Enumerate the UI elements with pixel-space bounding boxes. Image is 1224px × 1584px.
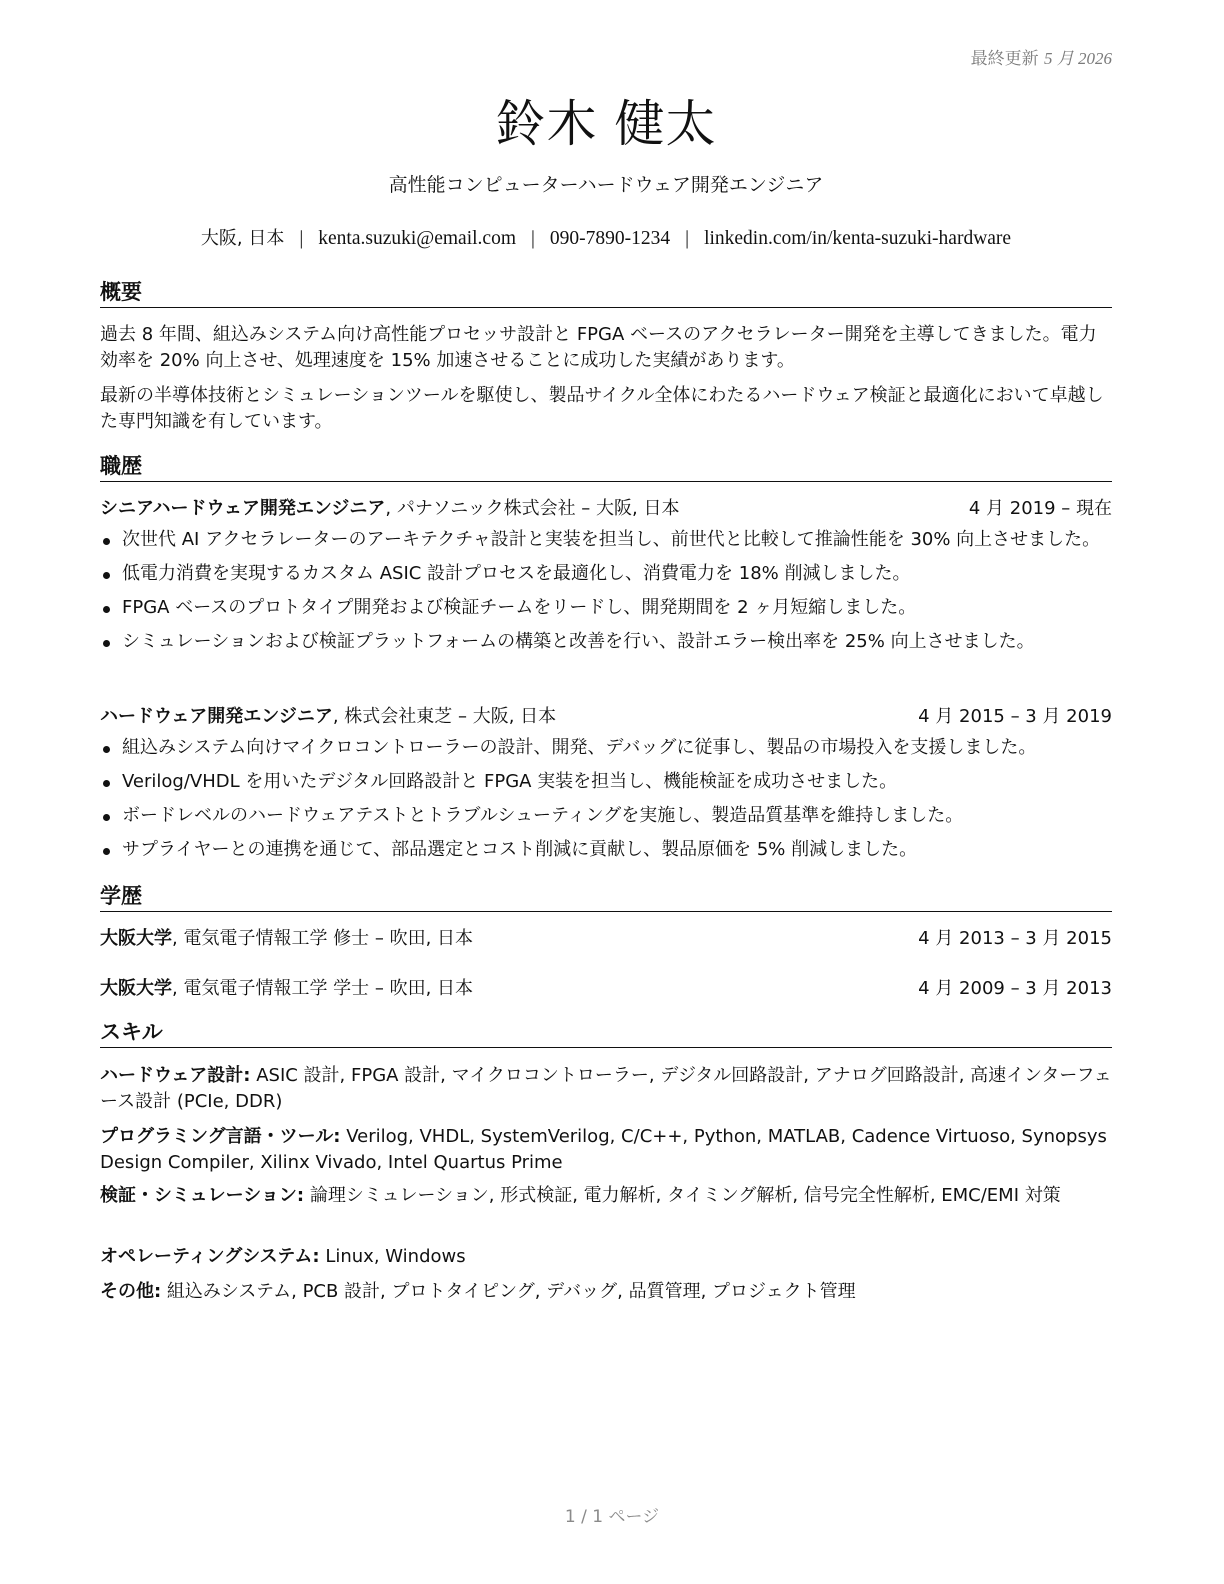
- skill-label: オペレーティングシステム:: [100, 1246, 320, 1267]
- list-item: 低電力消費を実現するカスタム ASIC 設計プロセスを最適化し、消費電力を 18% 削減しました。: [100, 561, 1112, 587]
- role-title: ハードウェア開発エンジニア: [100, 706, 333, 727]
- contact-separator: |: [685, 228, 690, 249]
- education-school: 大阪大学: [100, 978, 172, 999]
- education-school: 大阪大学: [100, 928, 172, 949]
- role-date: 4 月 2019 – 現在: [968, 498, 1112, 519]
- list-item: サプライヤーとの連携を通じて、部品選定とコスト削減に貢献し、製品原価を 5% 削減しました。: [100, 837, 1112, 863]
- list-item: FPGA ベースのプロトタイプ開発および検証チームをリードし、開発期間を 2 ヶ月短縮しました。: [100, 595, 1112, 621]
- contact-location: 大阪, 日本: [200, 228, 285, 249]
- candidate-name: 鈴木 健太: [495, 95, 717, 153]
- role-bullets: [100, 735, 1112, 871]
- contact-linkedin[interactable]: linkedin.com/in/kenta-suzuki-hardware: [704, 228, 1012, 249]
- skill-value: ASIC 設計, FPGA 設計, マイクロコントローラー, デジタル回路設計, アナログ回路設計, 高速インターフェース設計 (PCIe, DDR): [100, 1065, 1112, 1112]
- contact-email[interactable]: kenta.suzuki@email.com: [318, 228, 516, 249]
- section-title-experience: 職歴: [100, 452, 1112, 482]
- skill-label: 検証・シミュレーション:: [100, 1185, 305, 1206]
- skill-row: [100, 1124, 1112, 1176]
- summary-paragraph-2: 最新の半導体技術とシミュレーションツールを駆使し、製品サイクル全体にわたるハードウェア検証と最適化において卓越した専門知識を有しています。: [100, 385, 1104, 432]
- education-degree: , 電気電子情報工学 修士 – 吹田, 日本: [172, 928, 474, 949]
- list-item: 次世代 AI アクセラレーターのアーキテクチャ設計と実装を担当し、前世代と比較して推論性能を 30% 向上させました。: [100, 527, 1112, 553]
- section-title-education: 学歴: [100, 882, 1112, 912]
- contact-line: [100, 224, 1112, 250]
- education-date: 4 月 2013 – 3 月 2015: [918, 928, 1112, 949]
- role-organization: , パナソニック株式会社 – 大阪, 日本: [385, 498, 680, 519]
- skill-label: その他:: [100, 1281, 162, 1302]
- skill-value: 組込みシステム, PCB 設計, プロトタイピング, デバッグ, 品質管理, プロジェクト管理: [161, 1281, 856, 1302]
- skill-value: 論理シミュレーション, 形式検証, 電力解析, タイミング解析, 信号完全性解析, EMC/EMI 対策: [304, 1185, 1061, 1206]
- role-bullets: [100, 527, 1112, 663]
- role-organization: , 株式会社東芝 – 大阪, 日本: [332, 706, 557, 727]
- last-updated-label: 最終更新: [970, 49, 1039, 69]
- education-degree: , 電気電子情報工学 学士 – 吹田, 日本: [172, 978, 474, 999]
- list-item: Verilog/VHDL を用いたデジタル回路設計と FPGA 実装を担当し、機能検証を成功させました。: [100, 769, 1112, 795]
- candidate-headline: 高性能コンピューターハードウェア開発エンジニア: [388, 174, 824, 196]
- role-title: シニアハードウェア開発エンジニア: [100, 498, 386, 519]
- contact-separator: |: [531, 228, 535, 249]
- contact-separator: |: [299, 228, 304, 249]
- skill-row: [100, 1063, 1112, 1115]
- section-title-summary: 概要: [100, 278, 1112, 308]
- skill-label: ハードウェア設計:: [100, 1065, 251, 1086]
- education-entry: [100, 976, 1112, 1002]
- page-footer: 1 / 1 ページ: [564, 1507, 660, 1527]
- experience-role: [100, 704, 1112, 730]
- skill-row: [100, 1183, 1112, 1209]
- list-item: 組込みシステム向けマイクロコントローラーの設計、開発、デバッグに従事し、製品の市場投入を支援しました。: [100, 735, 1112, 761]
- experience-role: [100, 496, 1112, 522]
- skill-value: Verilog, VHDL, SystemVerilog, C/C++, Python, MATLAB, Cadence Virtuoso, Synopsys Design Compiler, Xilinx Vivado, Intel Quartus Prime: [100, 1126, 1107, 1173]
- role-date: 4 月 2015 – 3 月 2019: [918, 706, 1112, 727]
- education-entry: [100, 926, 1112, 952]
- section-title-skills: スキル: [100, 1018, 1112, 1048]
- list-item: シミュレーションおよび検証プラットフォームの構築と改善を行い、設計エラー検出率を 25% 向上させました。: [100, 629, 1112, 655]
- education-date: 4 月 2009 – 3 月 2013: [918, 978, 1112, 999]
- contact-phone[interactable]: 090-7890-1234: [549, 228, 671, 249]
- list-item: ボードレベルのハードウェアテストとトラブルシューティングを実施し、製造品質基準を維持しました。: [100, 803, 1112, 829]
- skill-row: [100, 1279, 1112, 1305]
- last-updated-date: 5 月 2026: [1044, 49, 1112, 68]
- skill-value: Linux, Windows: [319, 1246, 466, 1267]
- last-updated: [971, 44, 1112, 69]
- skill-label: プログラミング言語・ツール:: [100, 1126, 341, 1147]
- summary-paragraph-1: 過去 8 年間、組込みシステム向け高性能プロセッサ設計と FPGA ベースのアクセラレーター開発を主導してきました。電力効率を 20% 向上させ、処理速度を 15% 加速させることに成功した実績があります。: [100, 324, 1097, 371]
- skill-row: [100, 1244, 1112, 1270]
